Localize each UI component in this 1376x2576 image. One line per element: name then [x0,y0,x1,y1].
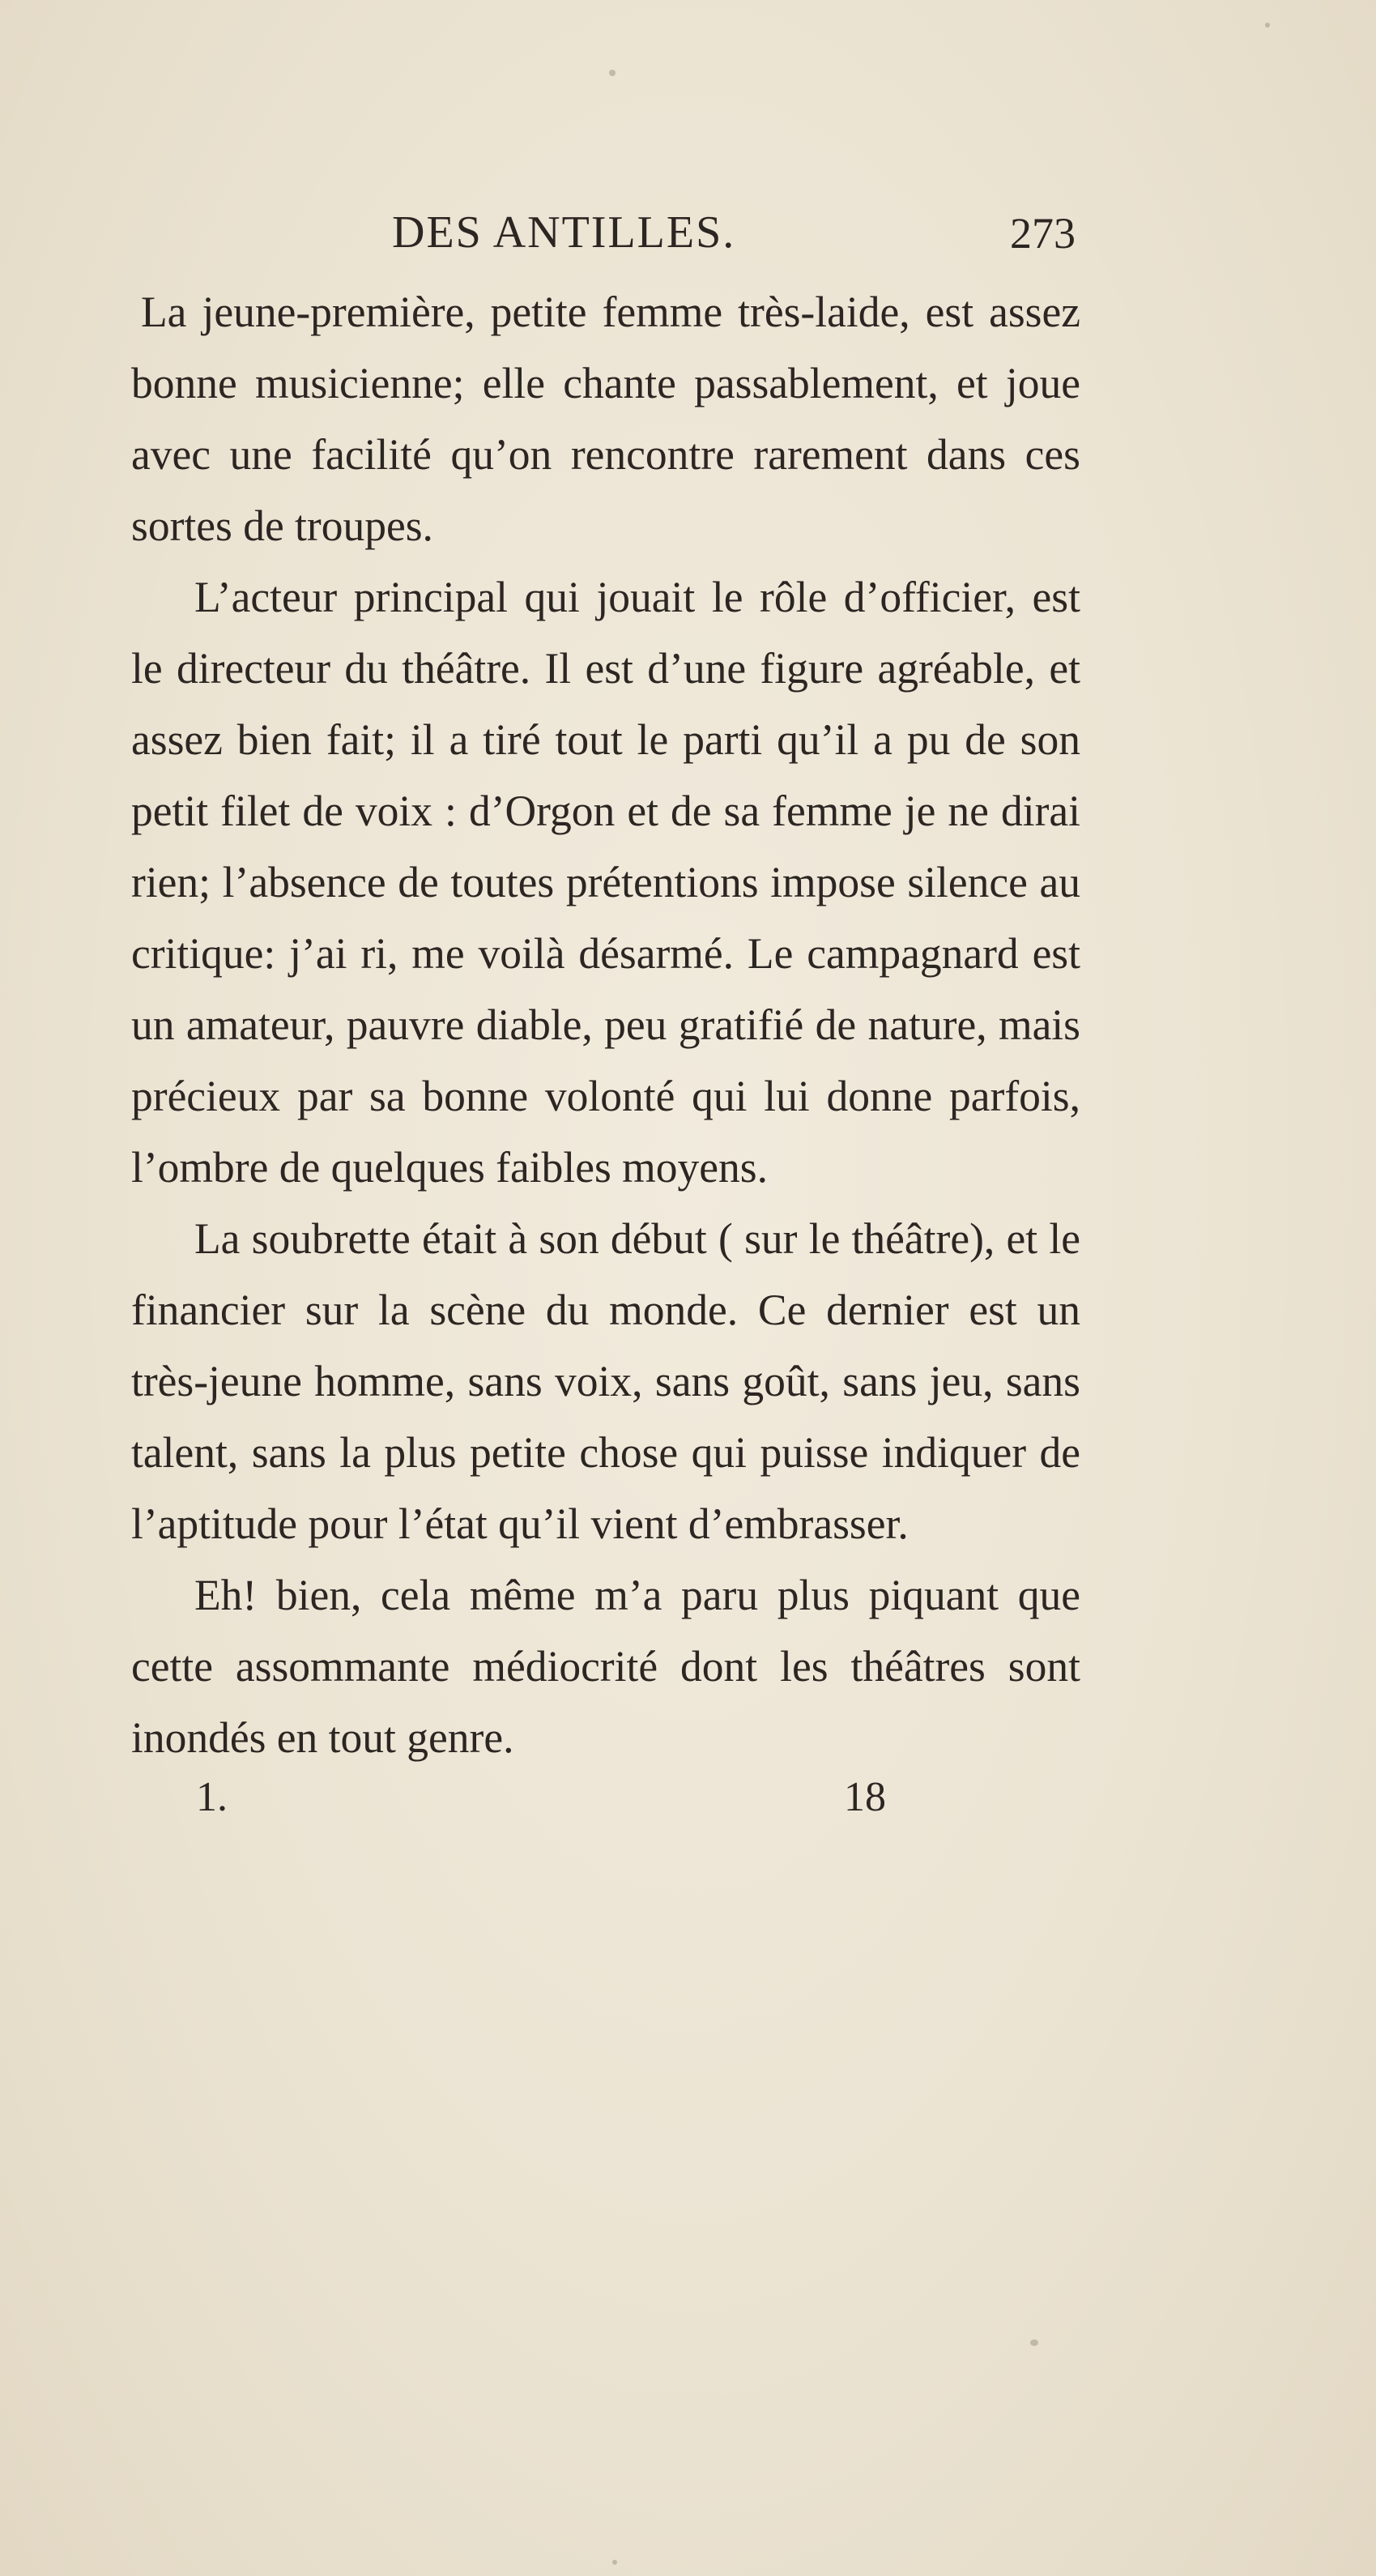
paper-speck [609,70,616,76]
paper-speck [612,2560,617,2565]
quire-number: 18 [844,1774,886,1820]
text-block [131,198,1080,1846]
paragraph: Eh! bien, cela même m’a paru plus piquant que cette assommante médiocrité dont les théâtres sont inondés en tout genre. [131,1571,1080,1762]
paragraph: L’acteur principal qui jouait le rôle d’officier, est le directeur du théâtre. Il est d’une figure agréable, et assez bien fait; il a tiré tout le parti qu’il a pu de son petit filet de voix : d’Orgon et de sa femme je ne dirai rien; l’absence de toutes prétentions impose silence au critique: j’ai ri, me voilà désarmé. Le campagnard est un amateur, pauvre diable, peu gratifié de nature, mais précieux par sa bonne volonté qui lui donne parfois, l’ombre de quelques faibles moyens. [131,573,1080,1192]
running-head [131,198,1080,276]
paragraph: La jeune-première, petite femme très-laide, est assez bonne musicienne; elle chante passablement, et joue avec une facilité qu’on rencontre rarement dans ces sortes de troupes. [131,288,1080,550]
page-number: 273 [1010,209,1076,258]
running-title: DES ANTILLES. [392,207,736,258]
signature-mark: 1. [196,1774,228,1820]
paragraph: La soubrette était à son début ( sur le théâtre), et le financier sur la scène du monde. Ce dernier est un très-jeune homme, sans voix, sans goût, sans jeu, sans talent, sans la plus petite chose qui puisse indiquer de l’aptitude pour l’état qu’il vient d’embrasser. [131,1214,1080,1548]
paper-speck [1030,2339,1038,2346]
paper-speck [1265,23,1270,28]
page-footer [131,1773,1080,1846]
